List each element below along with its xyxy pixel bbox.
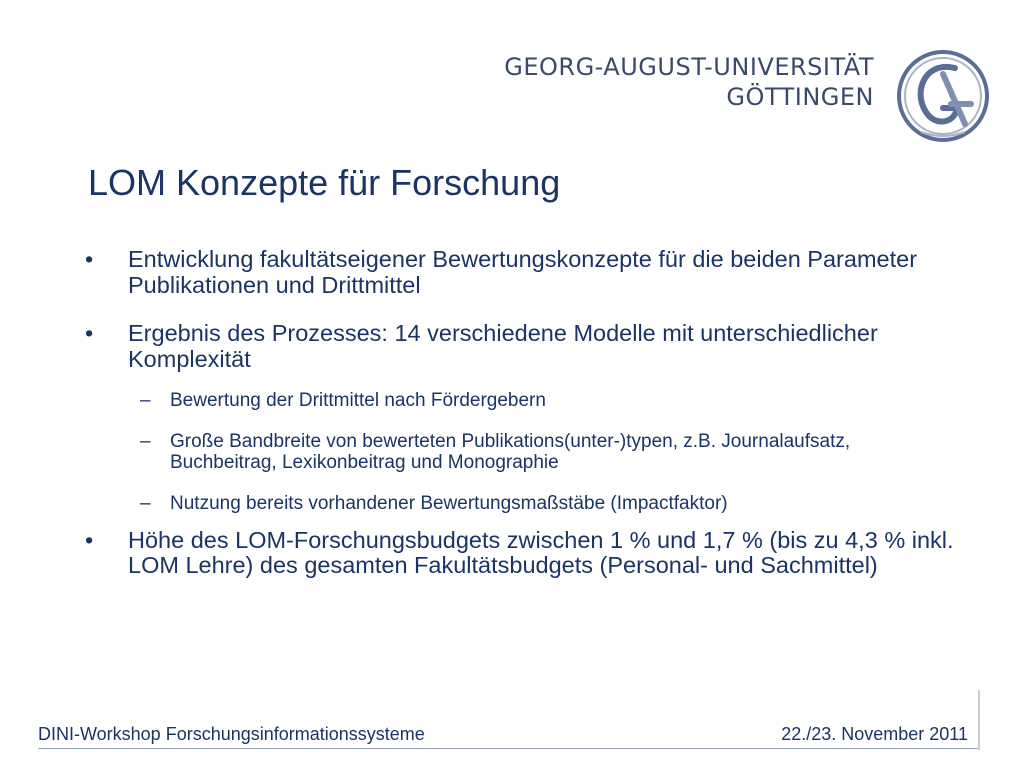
dash-mark: – xyxy=(140,390,151,411)
sub-item-text: Bewertung der Drittmittel nach Fördergebern xyxy=(170,390,546,411)
bullet-item xyxy=(80,528,960,578)
sub-list xyxy=(80,390,960,514)
bullet-mark: • xyxy=(85,320,94,346)
sub-item xyxy=(140,431,960,473)
slide-title: LOM Konzepte für Forschung xyxy=(88,162,561,203)
footer-rule xyxy=(38,748,978,749)
university-name xyxy=(504,52,874,112)
bullet-text: Höhe des LOM-Forschungsbudgets zwischen 1 % und 1,7 % (bis zu 4,3 % inkl. LOM Lehre) des gesamten Fakultätsbudgets (Personal- und Sachmittel) xyxy=(128,527,954,578)
dash-mark: – xyxy=(140,431,151,452)
sub-item-text: Große Bandbreite von bewerteten Publikations(unter-)typen, z.B. Journalaufsatz, Buchbeitrag, Lexikonbeitrag und Monographie xyxy=(170,431,851,473)
footer-divider xyxy=(978,690,980,750)
footer-date: 22./23. November 2011 xyxy=(781,724,968,744)
bullet-mark: • xyxy=(85,246,94,272)
bullet-mark: • xyxy=(85,527,94,553)
university-seal-icon xyxy=(893,46,993,146)
sub-item-text: Nutzung bereits vorhandener Bewertungsmaßstäbe (Impactfaktor) xyxy=(170,493,728,514)
university-name-line2: GÖTTINGEN xyxy=(726,83,874,111)
slide-content xyxy=(80,246,960,578)
bullet-item xyxy=(80,320,960,372)
university-name-line1: GEORG-AUGUST-UNIVERSITÄT xyxy=(504,53,874,81)
sub-item xyxy=(140,390,960,411)
sub-item xyxy=(140,493,960,514)
bullet-text: Entwicklung fakultätseigener Bewertungskonzepte für die beiden Parameter Publikationen und Drittmittel xyxy=(128,246,918,298)
dash-mark: – xyxy=(140,493,151,514)
footer-event: DINI-Workshop Forschungsinformationssysteme xyxy=(38,724,425,744)
bullet-item xyxy=(80,246,960,298)
bullet-text: Ergebnis des Prozesses: 14 verschiedene Modelle mit unterschiedlicher Komplexität xyxy=(128,320,878,372)
